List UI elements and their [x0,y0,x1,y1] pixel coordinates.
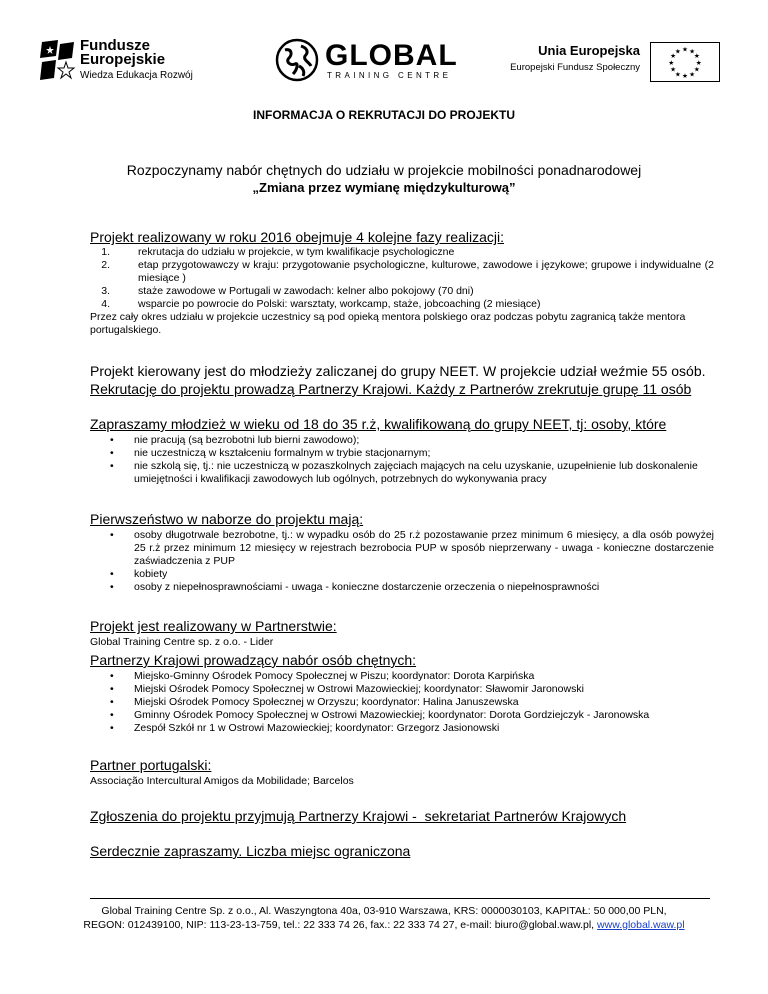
phases-list [90,246,714,337]
svg-text:★: ★ [670,52,677,61]
bullet-icon: • [110,670,114,682]
closing-text: Serdecznie zapraszamy. Liczba miejsc ograniczona [90,843,411,859]
project-name: „Zmiana przez wymianę międzykulturową” [252,180,516,195]
global-subtitle: TRAINING CENTRE [327,71,452,80]
list-item-text: Gminny Ośrodek Pomocy Społecznej w Ostrowi Mazowieckiej; koordynator: Dorota Gordziejczyk - Jaronowska [134,709,650,721]
svg-text:★: ★ [693,65,700,74]
mentor-note: Przez cały okres udziału w projekcie uczestnicy są pod opieką mentora polskiego oraz podczas pobytu zagranicą także mentora portugalskiego. [90,311,686,336]
phase-number: 3. [101,285,110,297]
list-item-text: nie szkolą się, tj.: nie uczestniczą w pozaszkolnych zajęciach mających na celu uzyskanie, uzupełnienie lub doskonalenie umiejętności i kwalifikacji zawodowych lub ogólnych, potrzebnych do wykonywania pracy [134,460,698,485]
phase-text: rekrutacja do udziału w projekcie, w tym kwalifikacje psychologiczne [138,246,455,258]
neet-line1: Projekt kierowany jest do młodzieży zaliczanej do grupy NEET. W projekcie udział weźmie 55 osób. [90,363,706,379]
svg-text:★: ★ [670,65,677,74]
leader-text: Global Training Centre sp. z o.o. - Lider [90,636,274,648]
global-wordmark: GLOBAL [325,39,458,72]
eu-logo [505,42,720,82]
portuguese-partner-text: Associação Intercultural Amigos da Mobilidade; Barcelos [90,775,354,787]
priority-list [90,529,714,594]
phase-item [90,259,714,285]
bullet-icon: • [110,568,114,580]
intro-text: Rozpoczynamy nabór chętnych do udziału w projekcie mobilności ponadnarodowej [126,162,642,178]
phase-number: 1. [101,246,110,258]
list-item [90,529,714,568]
bullet-icon: • [110,434,114,446]
priority-heading: Pierwszeństwo w naborze do projektu mają: [90,511,364,527]
list-item-text: Miejski Ośrodek Pomocy Społecznej w Orzyszu; koordynator: Halina Januszewska [134,696,519,708]
global-training-centre-logo [275,38,458,84]
eu-logo-line1: Unia Europejska [538,43,640,58]
svg-text:★: ★ [682,72,688,81]
national-partners-heading: Partnerzy Krajowi prowadzący nabór osób chętnych: [90,652,417,668]
document-title: INFORMACJA O REKRUTACJI DO PROJEKTU [252,108,515,122]
fundusze-europejskie-star-icon [38,38,78,82]
list-item-text: Miejski Ośrodek Pomocy Społecznej w Ostrowi Mazowieckiej; koordynator: Sławomir Jaronowski [134,683,584,695]
bullet-icon: • [110,460,114,472]
fe-logo-line2: Europejskie [80,51,166,68]
invite-heading: Zapraszamy młodzież w wieku od 18 do 35 r.ż, kwalifikowaną do grupy NEET, tj: osoby, które [90,416,667,432]
list-item-text: nie pracują (są bezrobotni lub bierni zawodowo); [134,434,360,446]
list-item [90,460,700,486]
list-item [90,709,714,722]
phase-text: wsparcie po powrocie do Polski: warsztaty, workcamp, staże, jobcoaching (2 miesiące) [138,298,541,310]
list-item-text: osoby z niepełnosprawnościami - uwaga - konieczne dostarczenie orzeczenia o niepełnosprawności [134,581,600,593]
bullet-icon: • [110,581,114,593]
list-item [90,434,700,447]
bullet-icon: • [110,683,114,695]
footer-divider [90,898,710,899]
fundusze-europejskie-logo [38,38,208,84]
list-item [90,568,714,581]
phase-number: 2. [101,259,110,271]
bullet-icon: • [110,529,114,541]
svg-text:★: ★ [693,52,700,61]
fe-logo-line3: Wiedza Edukacja Rozwój [80,70,193,81]
svg-text:★: ★ [689,47,696,56]
list-item-text: kobiety [134,568,168,580]
phase-item [90,246,714,259]
list-item [90,722,714,735]
bullet-icon: • [110,722,114,734]
list-item-text: osoby długotrwale bezrobotne, tj.: w wypadku osób do 25 r.ż pozostawanie przez minimum 6 miesięcy, a dla osób powyżej 25 r.ż przez minimum 12 miesięcy w rejestrach bezrobocia PUP w sposób nieprzerwany - uwaga - konieczne dostarczenie zaświadczenia z PUP [134,529,714,567]
phase-number: 4. [101,298,110,310]
svg-text:★: ★ [689,70,696,79]
fe-logo-line1: Fundusze [80,37,150,54]
portuguese-partner-heading: Partner portugalski: [90,757,212,773]
svg-text:★: ★ [674,47,681,56]
national-partners-list [90,670,714,735]
bullet-icon: • [110,709,114,721]
list-item [90,447,700,460]
list-item-text: Zespół Szkół nr 1 w Ostrowi Mazowieckiej; koordynator: Grzegorz Jasionowski [134,722,500,734]
bullet-icon: • [110,447,114,459]
bullet-icon: • [110,696,114,708]
svg-text:★: ★ [682,45,688,54]
list-item [90,696,714,709]
globe-icon [275,38,319,82]
footer-line2 [40,918,728,932]
svg-text:★: ★ [674,70,681,79]
website-link[interactable]: www.global.waw.pl [597,919,685,931]
applications-text: Zgłoszenia do projektu przyjmują Partnerzy Krajowi - sekretariat Partnerów Krajowych [90,808,627,824]
list-item-text: Miejsko-Gminny Ośrodek Pomocy Społecznej w Piszu; koordynator: Dorota Karpińska [134,670,535,682]
list-item [90,581,714,594]
list-item [90,670,714,683]
svg-text:★: ★ [668,58,675,67]
eu-flag-icon [650,42,720,82]
footer-line1: Global Training Centre Sp. z o.o., Al. Waszyngtona 40a, 03-910 Warszawa, KRS: 0000030103, KAPITAŁ: 50 000,00 PLN, [101,905,667,917]
partnership-heading: Projekt jest realizowany w Partnerstwie: [90,618,337,634]
phase-item [90,298,714,311]
svg-text:★: ★ [695,58,702,67]
phase-item [90,285,714,298]
eu-logo-line2: Europejski Fundusz Społeczny [510,62,640,73]
neet-line2: Rekrutację do projektu prowadzą Partnerzy Krajowi. Każdy z Partnerów zrekrutuje grupę 11 osób [90,381,692,397]
phase-text: staże zawodowe w Portugali w zawodach: kelner albo pokojowy (70 dni) [138,285,474,297]
list-item-text: nie uczestniczą w kształceniu formalnym w trybie stacjonarnym; [134,447,431,459]
phases-heading: Projekt realizowany w roku 2016 obejmuje 4 kolejne fazy realizacji: [90,229,504,245]
invite-list [90,434,700,486]
phase-text: etap przygotowawczy w kraju: przygotowanie psychologiczne, kulturowe, zawodowe i językowe; grupowe i indywidualne (2 miesiące ) [138,259,714,284]
footer-contact: REGON: 012439100, NIP: 113-23-13-759, tel.: 22 333 74 26, fax.: 22 333 74 27, e-mail: biuro@global.waw.pl, [83,919,598,931]
list-item [90,683,714,696]
